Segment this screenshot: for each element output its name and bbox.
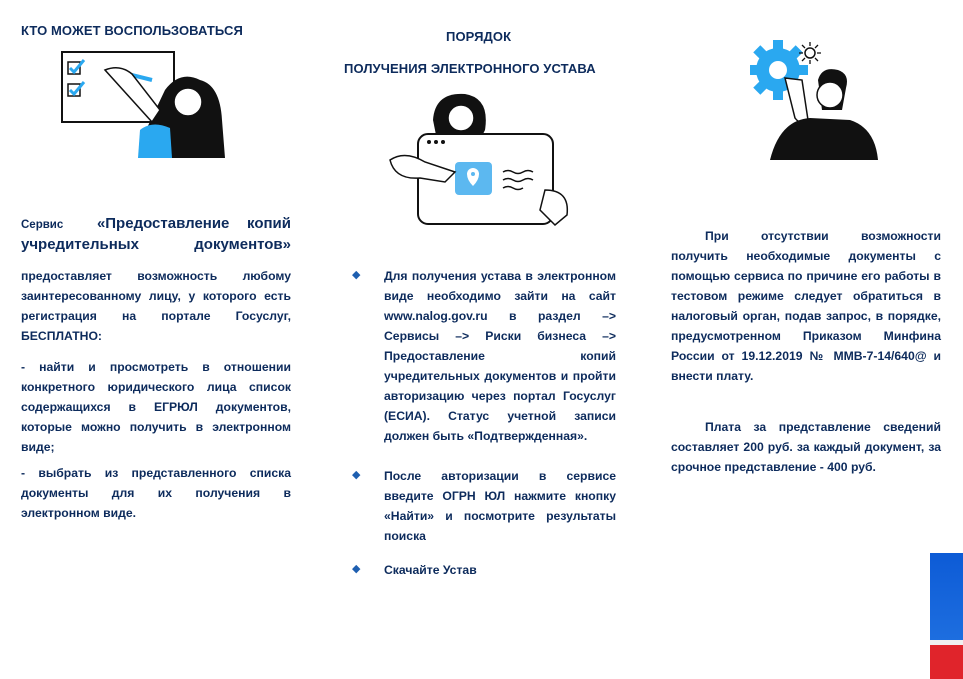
checklist-woman-illustration (60, 50, 230, 162)
col3-para-2: Плата за представление сведений составляет 200 руб. за каждый документ, за срочное представление - 400 руб. (671, 420, 941, 474)
col3-para-1: При отсутствии возможности получить необходимые документы с помощью сервиса по причине его работы в тестовом режиме следует обратиться в налоговый орган, подав запрос, в порядке, предусмотренном Приказом Минфина России от 19.12.2019 № ММВ-7-14/640@ и внести плату. (671, 229, 941, 383)
woman-tablet-illustration (385, 90, 575, 228)
bullet-icon: ◆ (352, 269, 361, 281)
man-gear-illustration (750, 40, 880, 162)
col2-step-1: Для получения устава в электронном виде необходимо зайти на сайт www.nalog.gov.ru в раздел –> Сервисы –> Риски бизнеса –> Предоставление копий учредительных документов и пройти авторизацию через портал Госуслуг (ЕСИА). Статус учетной записи должен быть «Подтвержденная». (384, 269, 616, 443)
col2-heading-line2: ПОЛУЧЕНИЯ ЭЛЕКТРОННОГО УСТАВА (344, 61, 596, 76)
service-title-line1: «Предоставление копий (96, 215, 291, 232)
flag-red-stripe (930, 645, 963, 679)
col1-text-1 (21, 266, 291, 346)
col1-heading: КТО МОЖЕТ ВОСПОЛЬЗОВАТЬСЯ (21, 23, 243, 38)
flag-blue-stripe (930, 553, 963, 645)
col1-item-1: - найти и просмотреть в отношении конкретного юридического лица список содержащихся в ЕГРЮЛ документов, которые можно получить в электронном виде; (21, 360, 291, 454)
col2-step-2: После авторизации в сервисе введите ОГРН ЮЛ нажмите кнопку «Найти» и посмотрите результаты поиска (384, 469, 616, 543)
free-label: БЕСПЛАТНО: (21, 329, 102, 343)
col1-item-2: - выбрать из представленного списка документы для их получения в электронном виде. (21, 466, 291, 520)
bullet-icon: ◆ (352, 469, 361, 481)
col1-description: предоставляет возможность любому заинтересованному лицу, у которого есть регистрация на портале Госуслуг, (21, 269, 291, 323)
col1-service-intro (21, 214, 291, 255)
service-word: Сервис (21, 219, 64, 231)
service-title-line2: учредительных документов» (21, 236, 291, 253)
bullet-icon: ◆ (352, 563, 361, 575)
col2-step-3: Скачайте Устав (384, 563, 477, 577)
col2-heading-line1: ПОРЯДОК (446, 29, 512, 44)
